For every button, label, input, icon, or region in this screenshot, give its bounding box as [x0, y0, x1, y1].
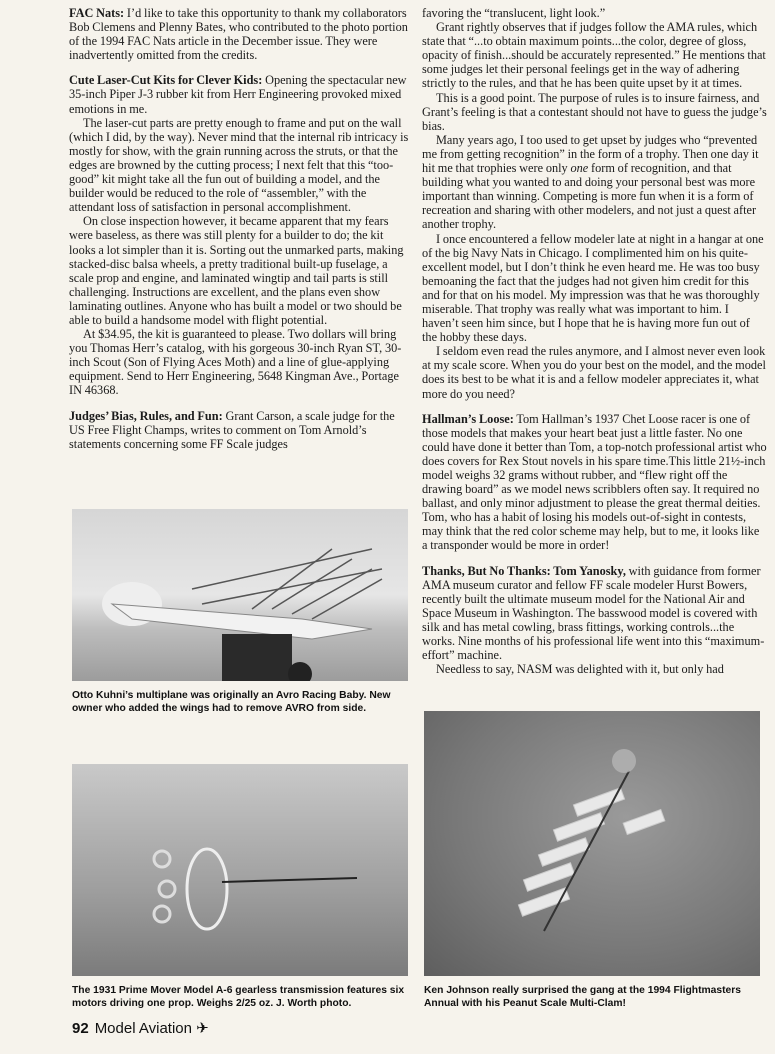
airplane-icon: ✈	[196, 1020, 209, 1037]
heading: Thanks, But No Thanks: Tom Yanosky,	[422, 563, 626, 578]
multi-clam-photo	[424, 711, 760, 976]
page-footer	[72, 1019, 209, 1037]
emphasis: one	[570, 161, 589, 176]
page-number: 92	[72, 1020, 89, 1037]
paragraph: I seldom even read the rules anymore, and I almost never even look at my scale score. When you do your best on the model, and the model does its best to be what it is and a fellow modeler appreciates it, what more do you need?	[422, 344, 766, 401]
paragraph: The laser-cut parts are pretty enough to frame and put on the wall (which I did, by the way). Never mind that the internal rib intricacy is mostly for show, with the grain running across the struts, or that the edges are browned by the cutting process; I next felt that this “too-good” kit might take all the fun out of building a model, and the builder would be reduced to the role of “assembler,” with the attendant loss of satisfaction in personal accomplishment.	[69, 115, 409, 215]
caption-multiplane: Otto Kuhni’s multiplane was originally an Avro Racing Baby. New owner who added the wings had to remove AVRO from side.	[72, 690, 391, 714]
multiplane-photo	[72, 509, 408, 681]
paragraph: favoring the “translucent, light look.”	[422, 6, 606, 20]
paragraph-laser-kits	[69, 73, 411, 115]
caption-multi-clam: Ken Johnson really surprised the gang at the 1994 Flightmasters Annual with his Peanut Scale Multi-Clam!	[424, 985, 742, 1009]
right-column	[422, 6, 767, 676]
multiplane-illustration	[72, 509, 408, 681]
paragraph-hallmans-loose	[422, 412, 767, 553]
body-text: with guidance from former AMA museum curator and fellow FF scale modeler Hurst Bowers, recently built the ultimate museum model for the National Air and Space Museum in Washington. The basswood model is covered with silk and has metal cowling, brass fittings, working controls...the works. Nine months of his professional life went into this “maximum-effort” machine.	[422, 563, 765, 663]
heading: Cute Laser-Cut Kits for Clever Kids:	[69, 73, 263, 88]
body-text: Tom Hallman’s 1937 Chet Loose racer is one of those models that makes your heart beat just a little faster. No one could have done it better than Tom, a top-notch professional artist who does covers for Rex Stout novels in his spare time.This little 21½-inch model weighs 32 grams without rubber, and “flew right off the drawing board” as we model news scribblers often say. It required no ballast, and only minor adjustment to please the great thermal deities. Tom, who has a habit of losing his models out-of-sight in contests, may think that the red color scheme may help, but to me, it looks like a transponder would be more in order!	[422, 411, 767, 553]
body-text: Grant Carson, a scale judge for the US Free Flight Champs, writes to comment on Tom Arnold’s statements concerning some FF Scale judges	[69, 408, 395, 451]
body-text: Many years ago, I too used to get upset by judges who “prevented me from getting recognition” in the form of a trophy. Then one day it hit me that trophies were only	[422, 132, 759, 176]
heading: Judges’ Bias, Rules, and Fun:	[69, 408, 223, 423]
paragraph: I once encountered a fellow modeler late at night in a hangar at one of the big Navy Nats in Chicago. I complimented him on his quite-excellent model, but I don’t think he even heard me. He was too busy bemoaning the fact that the judges had not given him credit for this and for that on his model. My impression was that he was thoroughly miserable. That trophy was really what was important to him. I haven’t seen him since, but I hope that he is having more fun out of the hobby these days.	[422, 231, 764, 345]
paragraph-fac-nats	[69, 6, 411, 62]
paragraph-judges-bias	[69, 409, 411, 451]
paragraph: Grant rightly observes that if judges follow the AMA rules, which state that “...to obtain maximum points...the color, degree of gloss, opacity of finish...should be accurately represented.” He mentions that some judges let their personal feelings get in the way of adhering strictly to the rules, and that he has been quite upset by it at times.	[422, 20, 766, 91]
paragraph: Needless to say, NASM was delighted with it, but only had	[436, 662, 724, 677]
magazine-name: Model Aviation	[94, 1020, 192, 1037]
left-column	[69, 6, 411, 451]
paragraph: On close inspection however, it became apparent that my fears were baseless, as there was still plenty for a builder to do; the kit looks a lot simpler than it is. Sorting out the unmarked parts, making stacked-disc balsa wheels, a pretty traditional built-up fuselage, a scale prop and engine, and laminated wingtip and tail parts is still challenging. Instructions are excellent, and the plans even show laminating outlines. Anyone who has built a model or two should be able to build a handsome model with flight potential.	[69, 214, 404, 327]
caption-prime-mover: The 1931 Prime Mover Model A-6 gearless transmission features six motors driving one prop. Weighs 2/25 oz. J. Worth photo.	[72, 985, 405, 1009]
paragraph-thanks-no-thanks	[422, 564, 767, 663]
heading: FAC Nats:	[69, 6, 125, 20]
body-text: Opening the spectacular new 35-inch Piper J-3 rubber kit from Herr Engineering provoked mixed emotions in me.	[69, 73, 407, 116]
heading: Hallman’s Loose:	[422, 411, 514, 426]
paragraph: At $34.95, the kit is guaranteed to please. Two dollars will bring you Thomas Herr’s catalog, with his gorgeous 30-inch Ryan ST, 30-inch Scout (Son of Flying Aces Moth) and a line of glue-applying equipment. Send to Herr Engineering, 5648 Kingman Ave., Portage IN 46368.	[69, 327, 402, 398]
prime-mover-photo	[72, 764, 408, 976]
body-text: form of recognition, and that building what you wanted to and doing your personal best was more important than winning. Competing is more fun when it is a form of recreation and sharing with other modelers, and not just a quest after another trophy.	[422, 161, 757, 232]
body-text: I’d like to take this opportunity to thank my collaborators Bob Clemens and Plenny Bates, who contributed to the photo portion of the 1994 FAC Nats article in the December issue. They were inadvertently omitted from the credits.	[69, 6, 408, 63]
paragraph	[422, 133, 767, 232]
multi-clam-illustration	[424, 711, 760, 976]
prime-mover-illustration	[72, 764, 408, 976]
paragraph: This is a good point. The purpose of rules is to insure fairness, and Grant’s feeling is that a contestant should not have to guess the judge’s bias.	[422, 90, 767, 133]
